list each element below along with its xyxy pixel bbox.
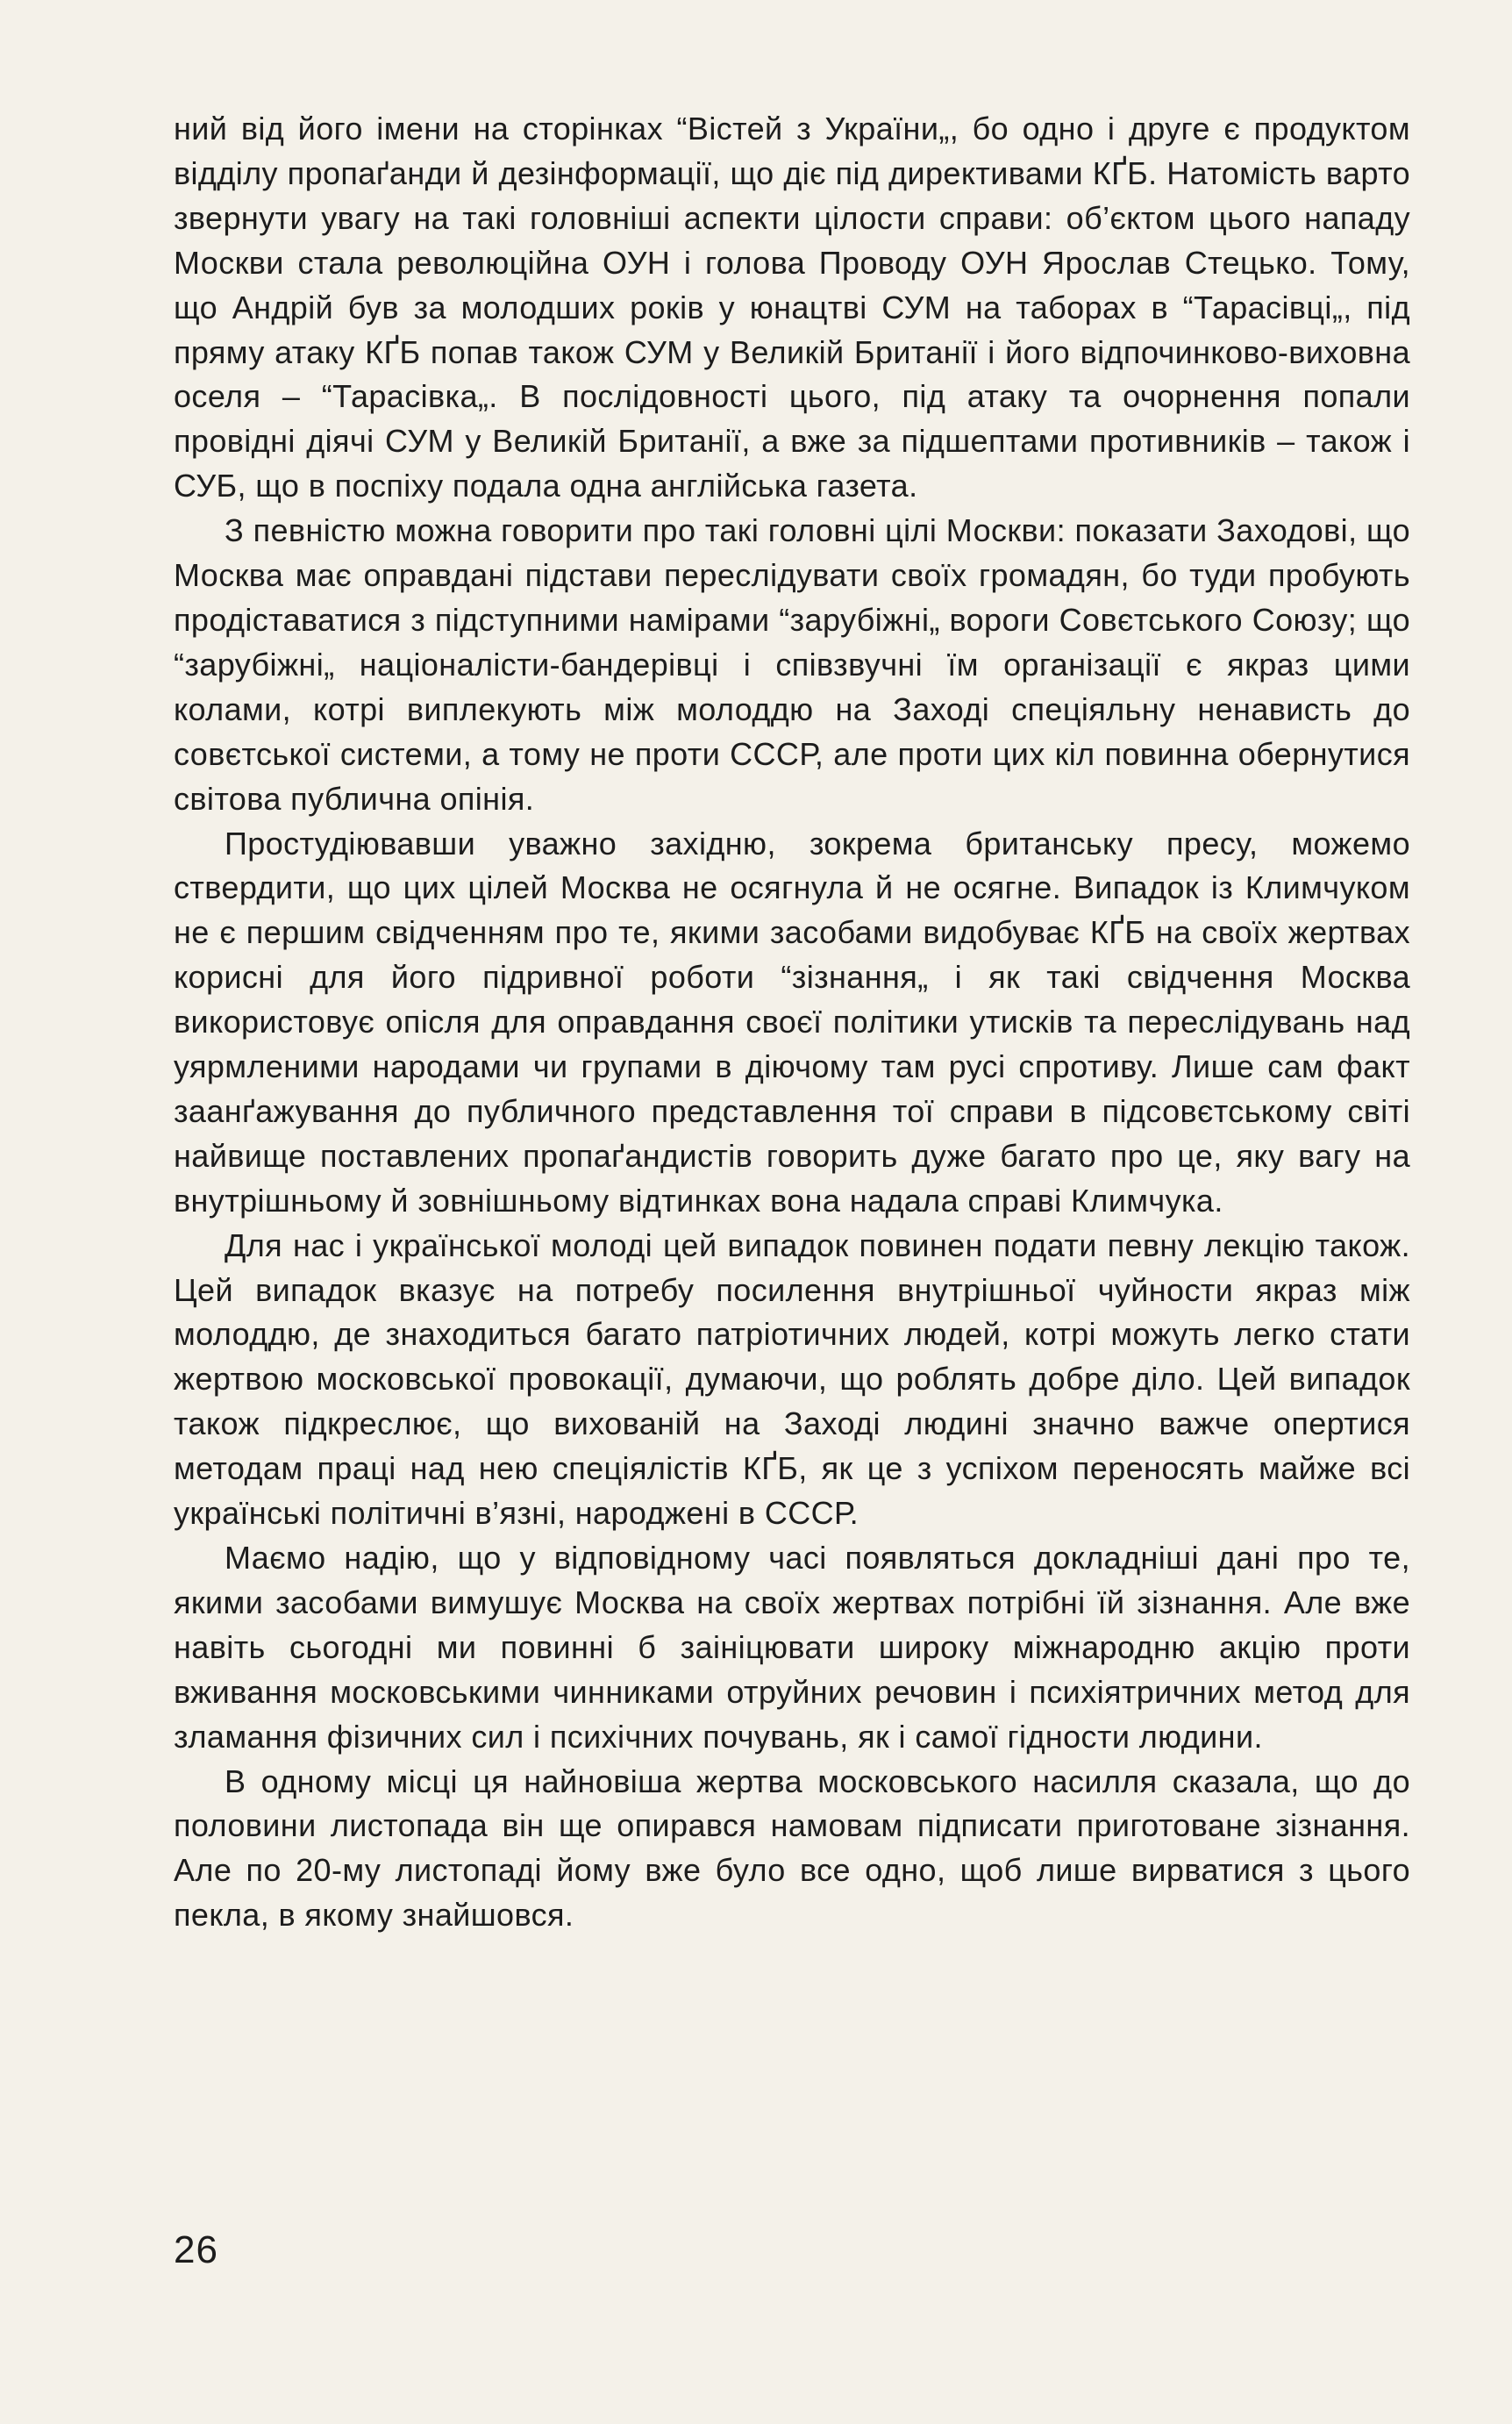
page-number: 26 xyxy=(174,2228,218,2271)
paragraph: ний від його імени на сторінках “Вістей з України„, бо одно і друге є продуктом відділу пропаґанди й дезінформації, що діє під директивами КҐБ. Натомість варто звернути увагу на такі головніші аспекти цілости справи: об’єктом цього нападу Москви стала революційна ОУН і голова Проводу ОУН Ярослав Стецько. Тому, що Андрій був за молодших років у юнацтві СУМ на таборах в “Тарасівці„, під пряму атаку КҐБ попав також СУМ у Великій Британії і його відпочинково-виховна оселя – “Тарасівка„. В послідовності цього, під атаку та очорнення попали провідні діячі СУМ у Великій Британії, а вже за підшептами противників – також і СУБ, що в поспіху подала одна англійська газета. xyxy=(174,111,1410,504)
paragraph: Для нас і української молоді цей випадок повинен подати певну лекцію також. Цей випадок вказує на потребу посилення внутрішньої чуйности якраз між молоддю, де знаходиться багато патріотичних людей, котрі можуть легко стати жертвою московської провокації, думаючи, що роблять добре діло. Цей випадок також підкреслює, що вихованій на Заході людині значно важче опертися методам праці над нею спеціялістів КҐБ, як це з успіхом переносять майже всі українські політичні в’язні, народжені в СССР. xyxy=(174,1226,1410,1532)
paragraph: Маємо надію, що у відповідному часі появляться докладніші дані про те, якими засобами вимушує Москва на своїх жертвах потрібні їй зізнання. Але вже навіть сьогодні ми повинні б заініцювати широку міжнародню акцію проти вживання московськими чинниками отруйних речовин і психіятричних метод для зламання фізичних сил і психічних почувань, як і самої гідности людини. xyxy=(174,1540,1410,1755)
paragraph: В одному місці ця найновіша жертва московського насилля сказала, що до половини листопада він ще опирався намовам підписати приготоване зізнання. Але по 20-му листопаді йому вже було все одно, щоб лише вирватися з цього пекла, в якому знайшовся. xyxy=(174,1763,1410,1934)
paragraph: Простудіювавши уважно західню, зокрема британську пресу, можемо ствердити, що цих цілей Москва не осягнула й не осягне. Випадок із Климчуком не є першим свідченням про те, якими засобами видобуває КҐБ на своїх жертвах корисні для його підривної роботи “зізнання„ і як такі свідчення Москва використовує опісля для оправдання своєї політики утисків та переслідувань над уярмленими народами чи групами в діючому там русі спротиву. Лише сам факт заанґажування до публичного представлення тої справи в підсовєтському світі найвище поставлених пропаґандистів говорить дуже багато про це, яку вагу на внутрішньому й зовнішньому відтинках вона надала справі Климчука. xyxy=(174,825,1410,1219)
body-text xyxy=(174,107,1410,1938)
paragraph: З певністю можна говорити про такі головні цілі Москви: показати Заходові, що Москва має оправдані підстави переслідувати своїх громадян, бо туди пробують продіставатися з підступними намірами “зарубіжні„ вороги Совєтського Союзу; що “зарубіжні„ націоналісти-бандерівці і співзвучні їм організації є якраз цими колами, котрі виплекують між молоддю на Заході спеціяльну ненависть до совєтської системи, а тому не проти СССР, але проти цих кіл повинна обернутися світова публична опінія. xyxy=(174,512,1410,817)
